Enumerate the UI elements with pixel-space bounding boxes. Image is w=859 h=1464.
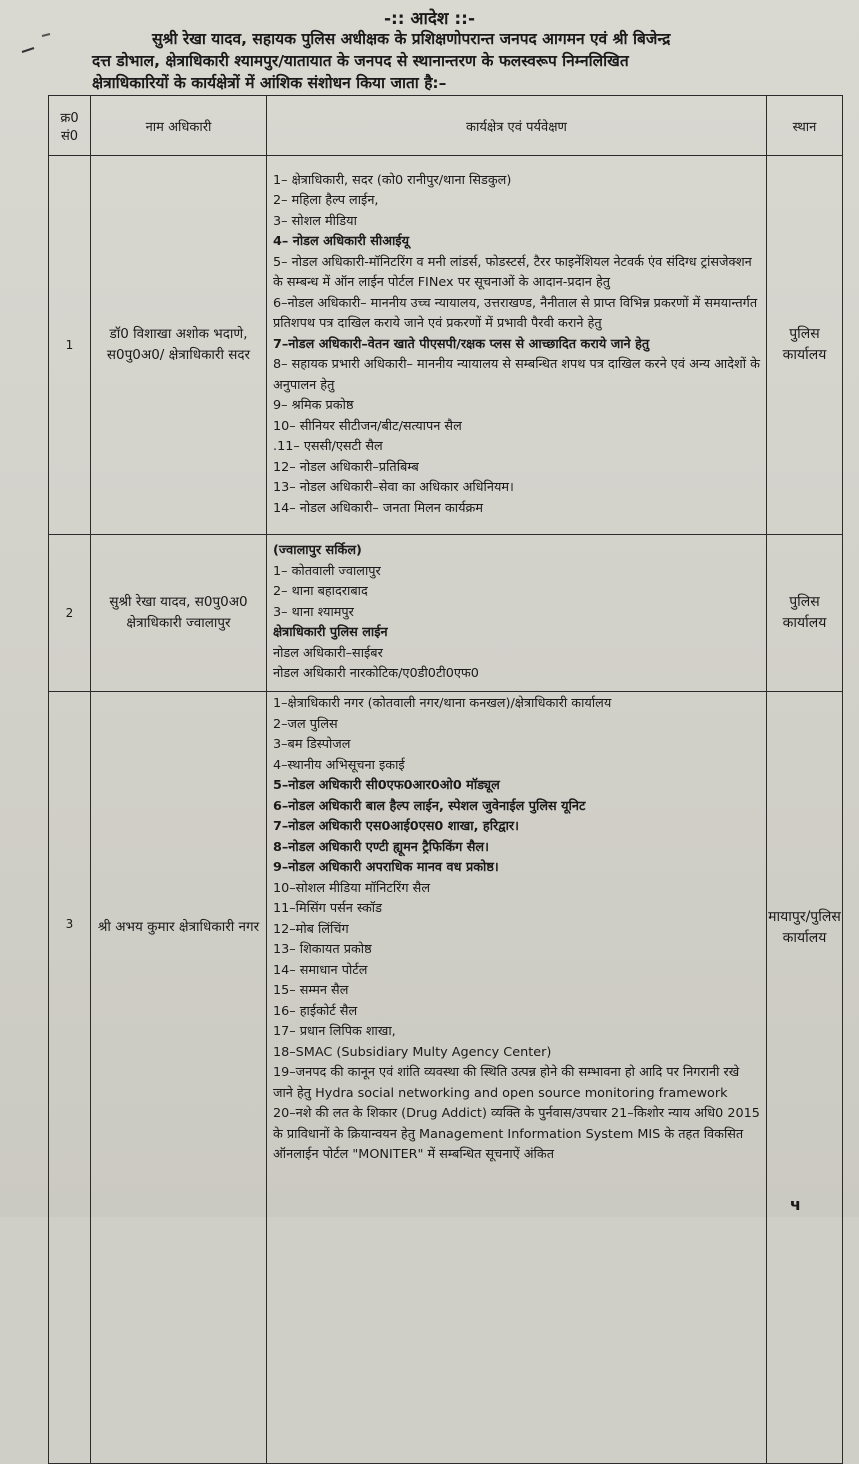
duty-item: 16– हाईकोर्ट सैल [273, 1003, 358, 1019]
officer-name: सुश्री रेखा यादव, स0पु0अ0 क्षेत्राधिकारी ज्वालापुर [91, 535, 267, 692]
serial-number: 3 [49, 692, 91, 1464]
duty-item: 13– शिकायत प्रकोष्ठ [273, 942, 372, 957]
duty-item: 8–नोडल अधिकारी एण्टी ह्यूमन ट्रैफिकिंग सैल। [273, 839, 489, 855]
duty-item: 7–नोडल अधिकारी–वेतन खाते पीएसपी/रक्षक प्लस से आच्छादित कराये जाने हेतु [273, 336, 650, 352]
intro-line: दत्त डोभाल, क्षेत्राधिकारी श्यामपुर/यातायात के जनपद से स्थानान्तरण के फलस्वरूप निम्नलिखित [92, 52, 629, 70]
duties-list [273, 694, 762, 1166]
duty-item: 3– थाना श्यामपुर [273, 604, 354, 620]
duty-item: 4– नोडल अधिकारी सीआईयू [273, 234, 410, 250]
table-row [49, 535, 843, 692]
duty-item: 3– सोशल मीडिया [273, 213, 357, 229]
duty-item: नोडल अधिकारी नारकोटिक/ए0डी0टी0एफ0 [273, 666, 479, 682]
serial-number: 1 [49, 156, 91, 535]
duty-item: 8– सहायक प्रभारी अधिकारी– माननीय न्यायालय से सम्बन्धित शपथ पत्र दाखिल करने एवं अन्य आदेशों के अनुपालन हेतु [273, 357, 760, 393]
duty-item: 14– समाधान पोर्टल [273, 962, 368, 978]
duty-item: 6–नोडल अधिकारी– माननीय उच्च न्यायालय, उत्तराखण्ड, नैनीताल से प्राप्त विभिन्न प्रकरणों में समयान्तर्गत प्रतिशपथ पत्र दाखिल कराये जाने एवं प्रकरणों में प्रभावी पैरवी कराने हेतु [273, 295, 758, 332]
table-row [49, 156, 843, 535]
duty-item: 1– कोतवाली ज्वालापुर [273, 563, 381, 579]
duty-item: 18–SMAC (Subsidiary Multy Agency Center) [273, 1044, 552, 1060]
duty-item: 7–नोडल अधिकारी एस0आई0एस0 शाखा, हरिद्वार। [273, 819, 520, 834]
duty-item: 14– नोडल अधिकारी– जनता मिलन कार्यक्रम [273, 500, 484, 516]
header-duties: कार्यक्षेत्र एवं पर्यवेक्षण [267, 96, 767, 156]
duty-item: 10–सोशल मीडिया मॉनिटरिंग सैल [273, 880, 431, 896]
duty-item: नोडल अधिकारी–साईबर [273, 645, 383, 661]
duty-item: 2– थाना बहादराबाद [273, 584, 368, 600]
corner-mark: ч [790, 1195, 801, 1214]
duty-item: 12– नोडल अधिकारी–प्रतिबिम्ब [273, 459, 419, 475]
duties-list [273, 541, 762, 685]
officer-name: डॉ0 विशाखा अशोक भदाणे, स0पु0अ0/ क्षेत्राधिकारी सदर [91, 156, 267, 535]
posting-place: पुलिस कार्यालय [767, 535, 843, 692]
duty-item: 12–मोब लिंचिंग [273, 921, 349, 937]
duty-item: 1– क्षेत्राधिकारी, सदर (को0 रानीपुर/थाना सिडकुल) [273, 172, 512, 188]
posting-place: पुलिस कार्यालय [767, 156, 843, 535]
duty-item: 4–स्थानीय अभिसूचना इकाई [273, 757, 405, 773]
header-officer-name: नाम अधिकारी [91, 96, 267, 156]
duty-item: 19–जनपद की कानून एवं शांति व्यवस्था की स्थिति उत्पन्न होने की सम्भावना हो आदि पर निगरानी रखे जाने हेतु Hydra social networking and open source monitoring framework [273, 1065, 740, 1101]
duty-item: 5– नोडल अधिकारी-मॉनिटरिंग व मनी लांडर्स, फोडस्टर्स, टैरर फाइनेंशियल नेटवर्क एंव संदिग्ध ट्रांसजेक्शन के सम्बन्ध में ऑन लाईन पोर्टल FINex पर सूचनाओं के आदान-प्रदान हेतु [273, 254, 752, 291]
duty-item: 10– सीनियर सीटीजन/बीट/सत्यापन सैल [273, 418, 462, 434]
header-serial: क्र0 सं0 [49, 96, 91, 156]
duty-item: 6–नोडल अधिकारी बाल हैल्प लाईन, स्पेशल जुवेनाईल पुलिस यूनिट [273, 798, 586, 814]
assignment-table [48, 95, 843, 1464]
duty-item: 15– सम्मन सैल [273, 983, 349, 998]
duty-item: 1–क्षेत्राधिकारी नगर (कोतवाली नगर/थाना कनखल)/क्षेत्राधिकारी कार्यालय [273, 696, 612, 711]
duty-item: 20–नशे की लत के शिकार (Drug Addict) व्यक्ति के पुर्नवास/उपचार 21–किशोर न्याय अधि0 2015 के प्राविधानों के क्रियान्वयन हेतु Management Information System MIS के तहत विकसित ऑनलाईन पोर्टल "MONITER" में सम्बन्धित सूचनाऐं अंकित [273, 1106, 760, 1162]
duty-item: (ज्वालापुर सर्किल) [273, 543, 362, 559]
duties-list [273, 171, 762, 520]
posting-place: मायापुर/पुलिस कार्यालय [767, 692, 843, 1464]
pen-mark-icon [18, 30, 58, 60]
duty-item: 13– नोडल अधिकारी–सेवा का अधिकार अधिनियम। [273, 480, 514, 496]
duty-item: 11–मिसिंग पर्सन स्कॉड [273, 901, 382, 916]
officer-name: श्री अभय कुमार क्षेत्राधिकारी नगर [91, 692, 267, 1464]
serial-number: 2 [49, 535, 91, 692]
duty-item: 3–बम डिस्पोजल [273, 737, 351, 752]
duty-item: 9– श्रमिक प्रकोष्ठ [273, 398, 354, 414]
intro-line: सुश्री रेखा यादव, सहायक पुलिस अधीक्षक के प्रशिक्षणोपरान्त जनपद आगमन एवं श्री बिजेन्द्र [152, 30, 671, 48]
duty-item: 9–नोडल अधिकारी अपराधिक मानव वध प्रकोष्ठ। [273, 860, 499, 875]
duty-item: 2–जल पुलिस [273, 716, 338, 732]
intro-line: क्षेत्राधिकारियों के कार्यक्षेत्रों में आंशिक संशोधन किया जाता है:– [92, 74, 447, 92]
duty-item: .11– एससी/एसटी सैल [273, 439, 383, 455]
duties-cell [267, 156, 767, 535]
duty-item: 2– महिला हैल्प लाईन, [273, 193, 379, 209]
duties-cell [267, 692, 767, 1464]
table-header-row [49, 96, 843, 156]
duty-item: क्षेत्राधिकारी पुलिस लाईन [273, 625, 388, 641]
table-row [49, 692, 843, 1464]
duty-item: 5–नोडल अधिकारी सी0एफ0आर0ओ0 मॉड्यूल [273, 778, 500, 793]
header-place: स्थान [767, 96, 843, 156]
order-intro [92, 28, 810, 94]
order-title: -:: आदेश ::- [383, 9, 476, 29]
duties-cell [267, 535, 767, 692]
duty-item: 17– प्रधान लिपिक शाखा, [273, 1024, 396, 1039]
